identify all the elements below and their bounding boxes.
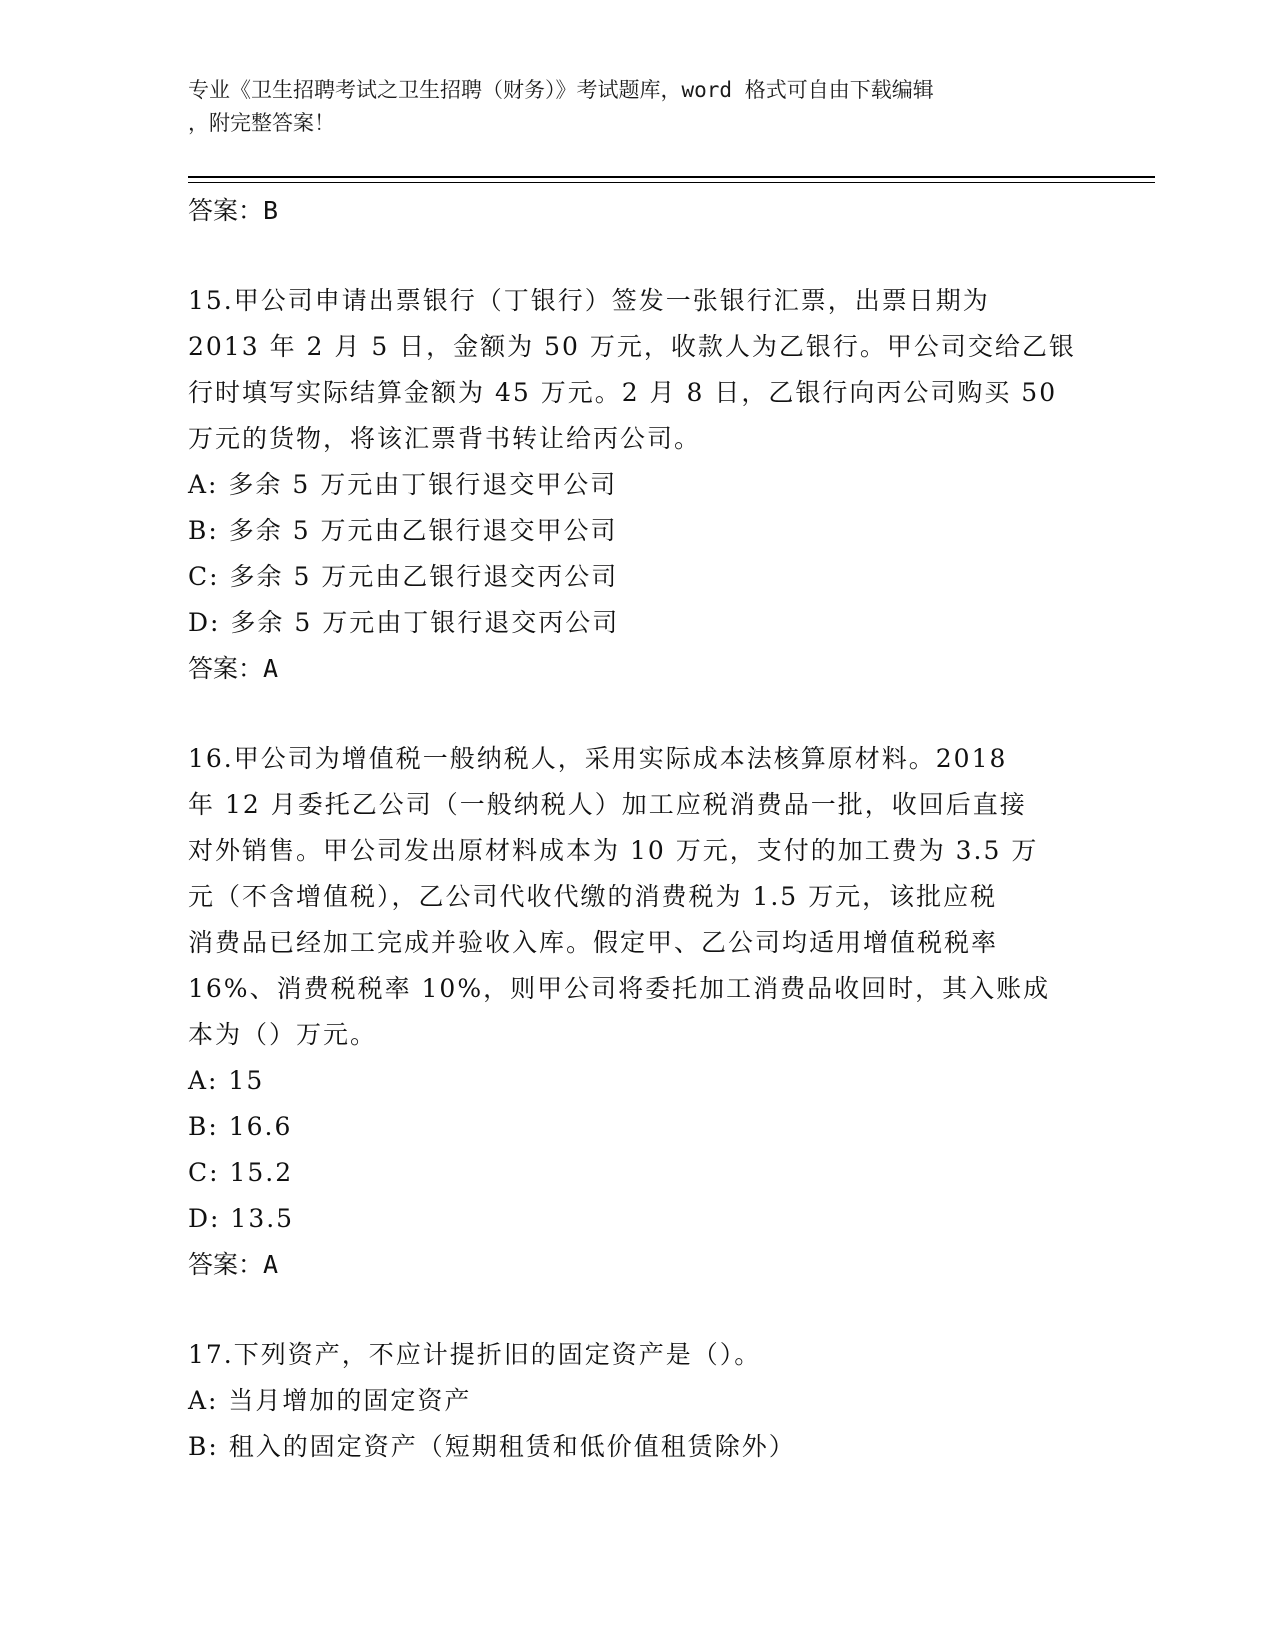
- question-block-17: [188, 1332, 1088, 1470]
- question-text-line: 2013 年 2 月 5 日，金额为 50 万元，收款人为乙银行。甲公司交给乙银: [188, 332, 1076, 361]
- question-text-line: 本为（）万元。: [188, 1020, 378, 1049]
- header-line-1: 专业《卫生招聘考试之卫生招聘（财务）》考试题库，word 格式可自由下载编辑: [188, 78, 934, 102]
- question-text-line: 17.下列资产，不应计提折旧的固定资产是（）。: [188, 1340, 762, 1369]
- spacer: [188, 692, 1088, 736]
- question-text-line: 行时填写实际结算金额为 45 万元。2 月 8 日，乙银行向丙公司购买 50: [188, 378, 1058, 407]
- document-body: [188, 188, 1088, 1470]
- option-a: A: 15: [188, 1066, 265, 1095]
- question-text-line: 16.甲公司为增值税一般纳税人，采用实际成本法核算原材料。2018: [188, 744, 1008, 773]
- previous-answer: 答案：B: [188, 196, 279, 225]
- question-block-16: [188, 736, 1088, 1288]
- question-answer: 答案：A: [188, 1250, 279, 1279]
- question-text-line: 16%、消费税税率 10%，则甲公司将委托加工消费品收回时，其入账成: [188, 974, 1051, 1003]
- option-a: A: 当月增加的固定资产: [188, 1386, 472, 1415]
- option-b: B: 16.6: [188, 1112, 293, 1141]
- option-c: C: 多余 5 万元由乙银行退交丙公司: [188, 562, 619, 591]
- spacer: [188, 1288, 1088, 1332]
- question-answer: 答案：A: [188, 654, 279, 683]
- question-text-line: 对外销售。甲公司发出原材料成本为 10 万元，支付的加工费为 3.5 万: [188, 836, 1039, 865]
- option-c: C: 15.2: [188, 1158, 294, 1187]
- question-text-line: 消费品已经加工完成并验收入库。假定甲、乙公司均适用增值税税率: [188, 928, 999, 957]
- question-text-line: 万元的货物，将该汇票背书转让给丙公司。: [188, 424, 702, 453]
- option-a: A: 多余 5 万元由丁银行退交甲公司: [188, 470, 618, 499]
- spacer: [188, 234, 1088, 278]
- header-line-2: ，附完整答案！: [188, 111, 335, 135]
- question-text-line: 15.甲公司申请出票银行（丁银行）签发一张银行汇票，出票日期为: [188, 286, 990, 315]
- option-d: D: 多余 5 万元由丁银行退交丙公司: [188, 608, 620, 637]
- option-d: D: 13.5: [188, 1204, 295, 1233]
- header-divider-thin: [188, 182, 1155, 183]
- page-header: [188, 74, 1068, 140]
- option-b: B: 多余 5 万元由乙银行退交甲公司: [188, 516, 618, 545]
- question-text-line: 年 12 月委托乙公司（一般纳税人）加工应税消费品一批，收回后直接: [188, 790, 1027, 819]
- question-text-line: 元（不含增值税），乙公司代收代缴的消费税为 1.5 万元，该批应税: [188, 882, 998, 911]
- option-b: B: 租入的固定资产（短期租赁和低价值租赁除外）: [188, 1432, 796, 1461]
- question-block-15: [188, 278, 1088, 692]
- header-divider-thick: [188, 176, 1155, 178]
